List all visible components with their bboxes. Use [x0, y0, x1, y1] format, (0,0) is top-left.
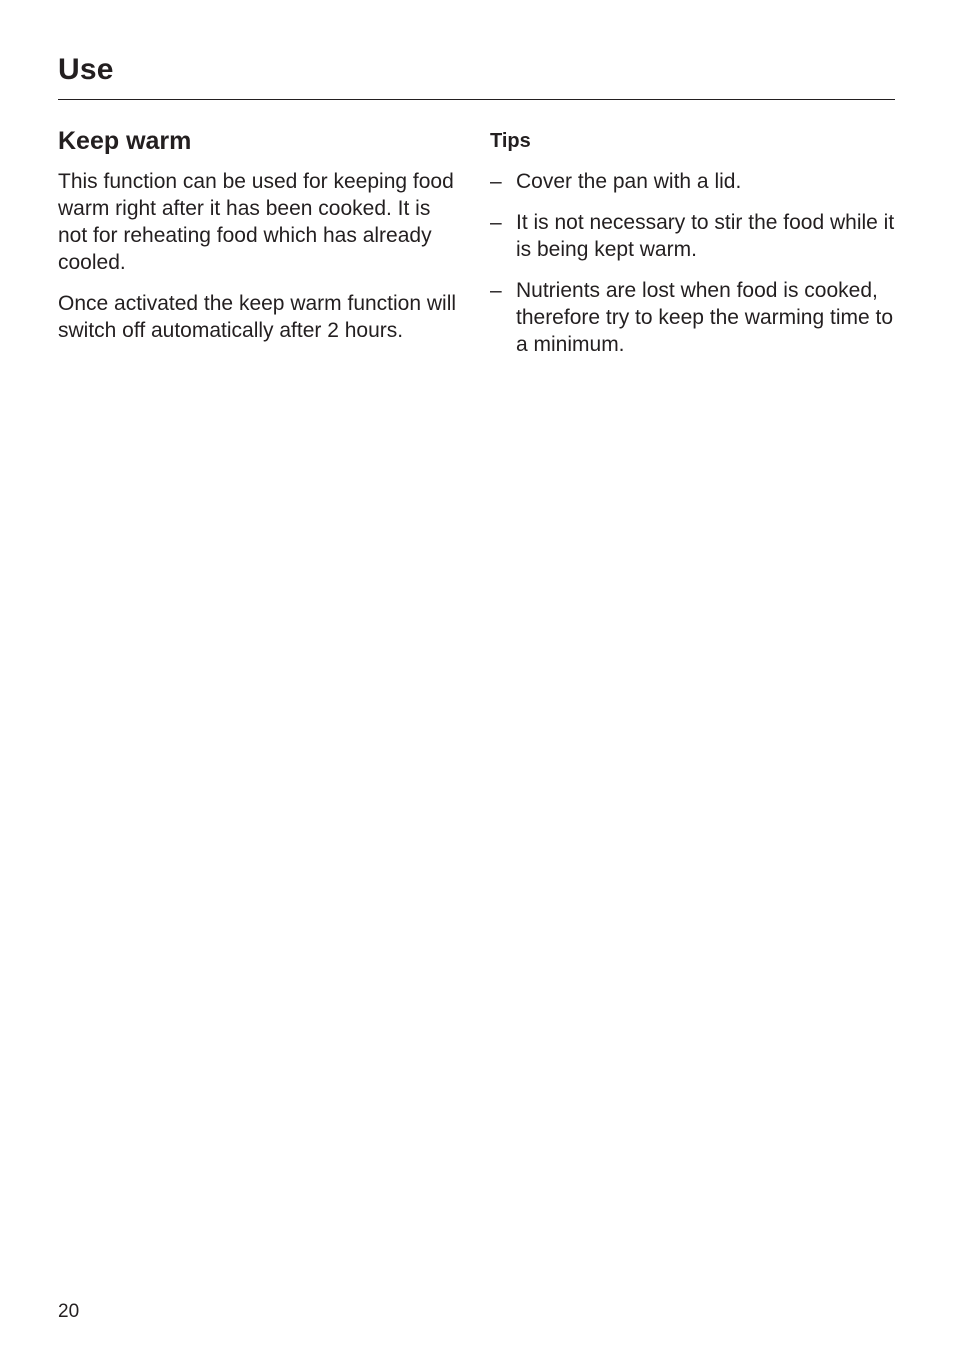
tip-text: Cover the pan with a lid. — [516, 170, 742, 193]
section-heading: Keep warm — [58, 127, 192, 155]
paragraph: Once activated the keep warm function will switch off automatically after 2 hours. — [58, 292, 457, 342]
page-number: 20 — [58, 1301, 80, 1322]
tip-item — [490, 168, 895, 195]
tip-item — [490, 209, 895, 263]
dash-bullet-icon: – — [490, 279, 502, 302]
dash-bullet-icon: – — [490, 170, 502, 193]
tips-heading: Tips — [490, 130, 531, 152]
page-title: Use — [58, 53, 114, 86]
tips-list — [490, 168, 895, 358]
tips-section — [490, 124, 895, 372]
keep-warm-section — [58, 124, 463, 358]
tip-text: It is not necessary to stir the food while it is being kept warm. — [516, 211, 895, 261]
tip-text: Nutrients are lost when food is cooked, therefore try to keep the warming time to a minimum. — [516, 279, 894, 356]
tip-item — [490, 277, 895, 358]
header-divider — [58, 99, 895, 100]
page-header — [58, 50, 895, 90]
paragraph: This function can be used for keeping food warm right after it has been cooked. It is not for reheating food which has already cooled. — [58, 170, 454, 274]
dash-bullet-icon: – — [490, 211, 502, 234]
